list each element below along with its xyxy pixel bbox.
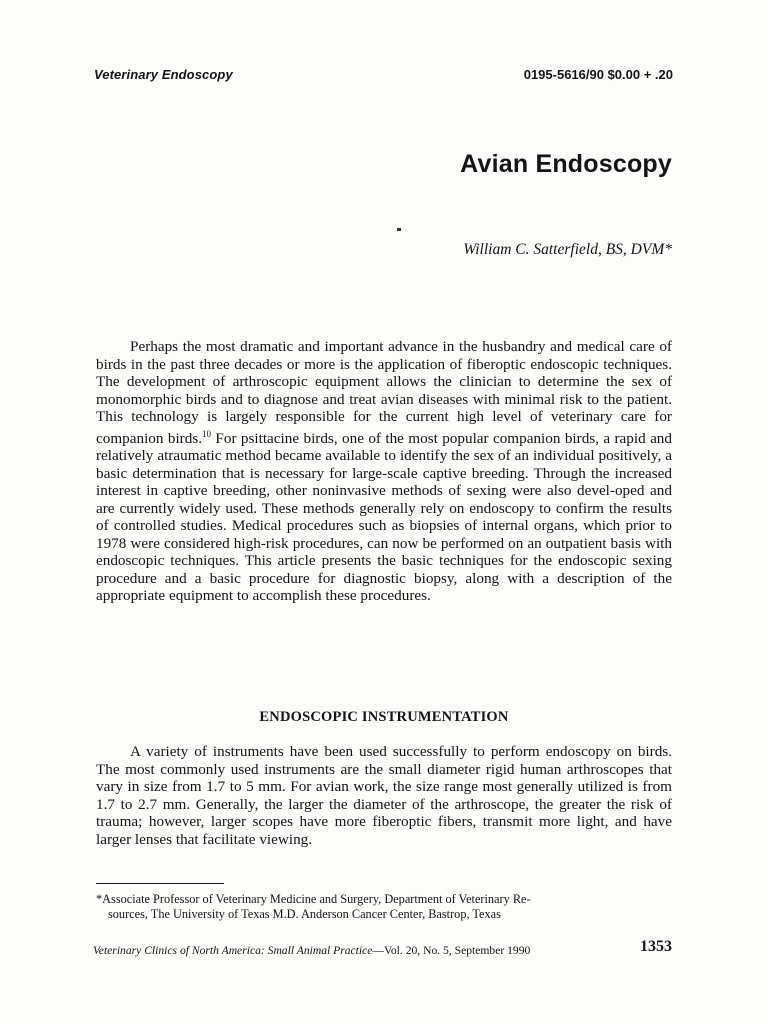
footer-citation: —Vol. 20, No. 5, September 1990 xyxy=(372,944,531,957)
article-author: William C. Satterfield, BS, DVM* xyxy=(463,241,672,258)
page-footer xyxy=(93,944,530,957)
intro-text-a: Perhaps the most dramatic and important advance in the husbandry and medical care of birds in the past three decades or more is the application of fiberoptic endoscopic techniques. The development of arthroscopic equipment allows the clinician to determine the sex of monomorphic birds and to diagnose and treat avian diseases with minimal risk to the patient. This technology is largely responsible for the current high level of veterinary care for companion birds. xyxy=(96,338,672,447)
instrumentation-paragraph: A variety of instruments have been used successfully to perform endoscopy on birds. The most commonly used instruments are the small diameter rigid human arthroscopes that vary in size from 1.7 to 5 mm. For avian work, the size range most generally utilized is from 1.7 to 2.7 mm. Generally, the larger the diameter of the arthroscope, the greater the risk of trauma; however, larger scopes have more fiberoptic fibers, transmit more light, and have larger lenses that facilitate viewing. xyxy=(96,743,672,848)
footnote-divider xyxy=(96,883,224,884)
footnote-line-2: sources, The University of Texas M.D. Anderson Cancer Center, Bastrop, Texas xyxy=(108,907,501,921)
footnote-line-1: *Associate Professor of Veterinary Medicine and Surgery, Department of Veterinary Re- xyxy=(96,892,531,906)
author-footnote xyxy=(96,892,672,922)
print-speck xyxy=(397,228,401,231)
running-head-journal: Veterinary Endoscopy xyxy=(94,67,233,82)
intro-paragraph xyxy=(96,338,672,605)
running-head-code: 0195-5616/90 $0.00 + .20 xyxy=(523,67,673,82)
section-heading: ENDOSCOPIC INSTRUMENTATION xyxy=(259,709,509,725)
reference-superscript: 10 xyxy=(202,428,212,439)
intro-text-b: For psittacine birds, one of the most popular companion birds, a rapid and relatively atraumatic method became available to identify the sex of an individual positively, a basic determination that is necessary for large-scale captive breeding. Through the increased interest in captive breeding, other noninvasive methods of sexing were also devel-oped and are currently widely used. These methods generally rely on endoscopy to confirm the results of controlled studies. Medical procedures such as biopsies of internal organs, which prior to 1978 were considered high-risk procedures, can now be performed on an outpatient basis with endoscopic techniques. This article presents the basic techniques for the endoscopic sexing procedure and a basic procedure for diagnostic biopsy, along with a description of the appropriate equipment to accomplish these procedures. xyxy=(96,429,672,605)
article-title: Avian Endoscopy xyxy=(460,150,672,178)
footer-journal: Veterinary Clinics of North America: Small Animal Practice xyxy=(93,944,373,957)
page-number: 1353 xyxy=(640,938,672,955)
